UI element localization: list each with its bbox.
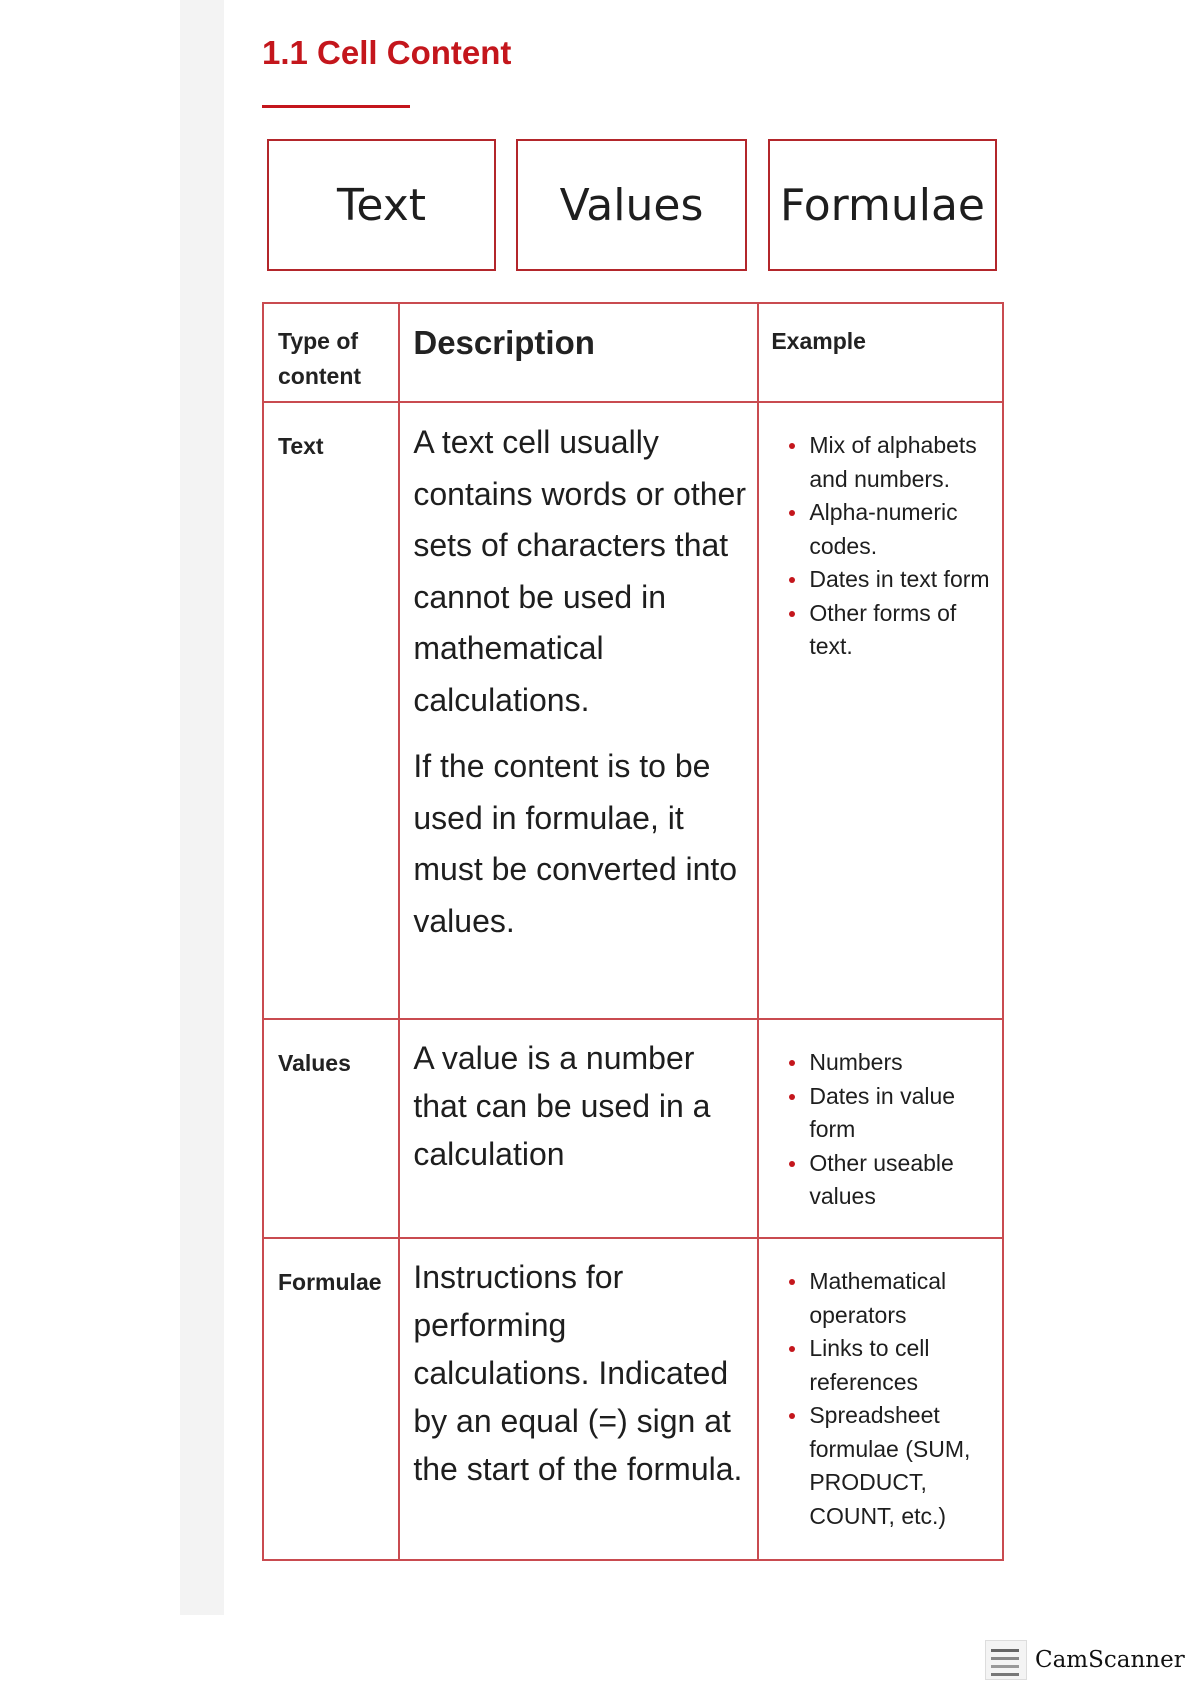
camscanner-watermark: [985, 1640, 1185, 1680]
camscanner-logo-icon: [985, 1640, 1027, 1680]
content-type-box-values: Values: [516, 139, 747, 271]
table-row-values: [263, 1019, 1003, 1238]
example-item: Spreadsheet formulae (SUM, PRODUCT, COUNT, etc.): [787, 1399, 994, 1533]
header-type-of-content: Type of content: [263, 303, 399, 402]
cell-content-table: [262, 302, 1004, 1561]
examples-text: [758, 402, 1003, 1019]
examples-formulae: [758, 1238, 1003, 1560]
header-example: Example: [758, 303, 1003, 402]
example-item: Mathematical operators: [787, 1265, 994, 1332]
title-underline: [262, 105, 410, 108]
section-title: 1.1 Cell Content: [262, 34, 512, 71]
description-paragraph: If the content is to be used in formulae, it must be converted into values.: [413, 748, 738, 939]
example-list: [787, 1046, 994, 1214]
example-item: Links to cell references: [787, 1332, 994, 1399]
example-item: Alpha-numeric codes.: [787, 496, 994, 563]
description-values: [399, 1019, 758, 1238]
table-row-text: [263, 402, 1003, 1019]
description-paragraph: Instructions for performing calculations. Indicated by an equal (=) sign at the start of the formula.: [413, 1259, 743, 1487]
table-row-formulae: [263, 1238, 1003, 1560]
content-type-box-text: Text: [267, 139, 496, 271]
example-list: [787, 1265, 994, 1533]
row-label-text: Text: [263, 402, 399, 1019]
row-label-formulae: Formulae: [263, 1238, 399, 1560]
header-description: Description: [399, 303, 758, 402]
example-item: Numbers: [787, 1046, 994, 1080]
content-type-box-formulae: Formulae: [768, 139, 997, 271]
table-header-row: [263, 303, 1003, 402]
example-item: Dates in text form: [787, 563, 994, 597]
description-paragraph: A value is a number that can be used in a calculation: [413, 1040, 711, 1172]
description-formulae: [399, 1238, 758, 1560]
description-paragraph: A text cell usually contains words or other sets of characters that cannot be used in mathematical calculations.: [413, 424, 746, 718]
example-item: Other forms of text.: [787, 597, 994, 664]
row-label-values: Values: [263, 1019, 399, 1238]
example-item: Mix of alphabets and numbers.: [787, 429, 994, 496]
watermark-text: CamScanner: [1035, 1647, 1185, 1673]
example-item: Other useable values: [787, 1147, 994, 1214]
description-text: [399, 402, 758, 1019]
example-item: Dates in value form: [787, 1080, 994, 1147]
examples-values: [758, 1019, 1003, 1238]
example-list: [787, 429, 994, 664]
left-margin-strip: [180, 0, 224, 1615]
